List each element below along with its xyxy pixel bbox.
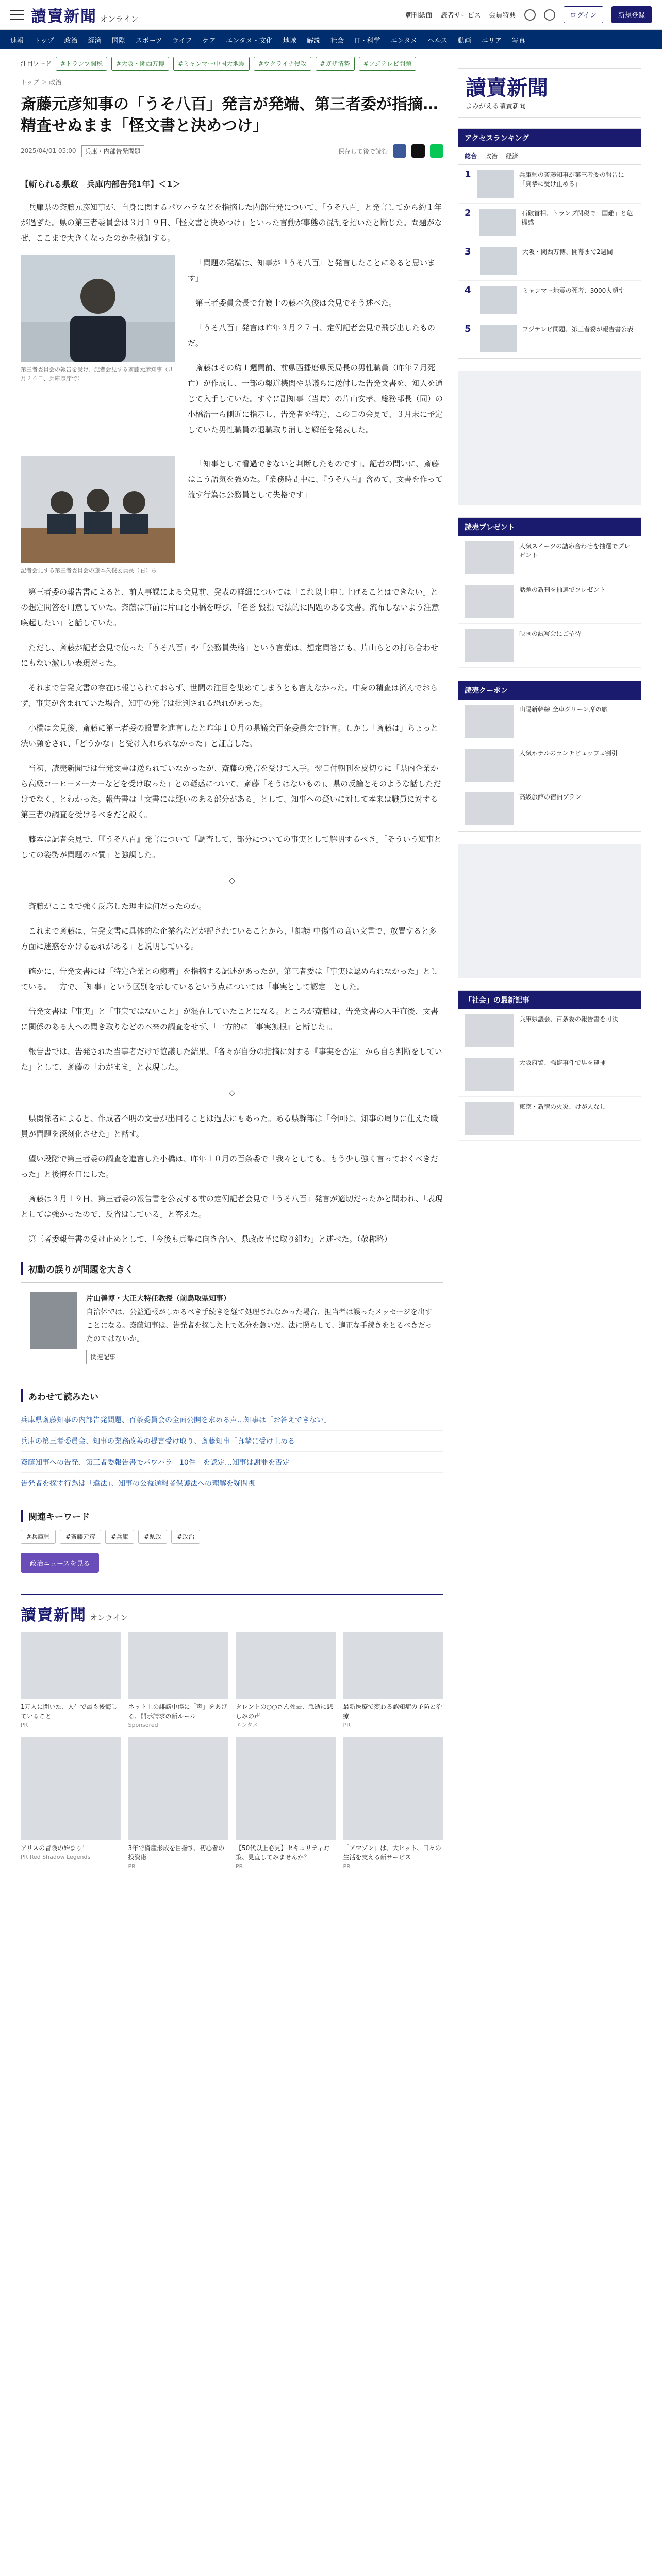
trending-chip[interactable]: #大阪・関西万博	[111, 57, 169, 71]
promo-source: PR	[21, 1722, 28, 1728]
social-heading: 「社会」の最新記事	[458, 991, 641, 1009]
keyword-chip[interactable]: #兵庫	[105, 1530, 134, 1544]
social-title: 兵庫県議会、百条委の報告書を可決	[519, 1015, 619, 1023]
coupon-box	[458, 681, 641, 832]
ranking-item[interactable]	[458, 165, 641, 204]
nav-item[interactable]: ケア	[202, 37, 216, 45]
nav-item[interactable]: 地域	[283, 37, 296, 45]
promo-section	[21, 1594, 443, 1871]
social-title: 大阪府警、強盗事件で男を逮捕	[519, 1059, 606, 1066]
expert-name: 片山善博・大正大特任教授（前鳥取県知事）	[86, 1295, 230, 1303]
promo-title: 3年で資産形成を目指す、初心者の投資術	[128, 1844, 225, 1861]
promo-card[interactable]	[21, 1737, 121, 1871]
promo-card[interactable]	[236, 1632, 336, 1730]
logo-sub: オンライン	[100, 14, 139, 24]
paragraph: 第三者委員会長で弁護士の藤本久俊は会見でそう述べた。	[195, 298, 397, 308]
expert-text: 自治体では、公益通報がしかるべき手続きを経て処理されなかった場合、担当者は誤ったメッセージを出すことになる。斎藤知事は、告発者を探した上で処分を急いだ。法に照らして、適正な手続きをとるべきだったのではないか。	[86, 1308, 433, 1343]
coupon-item[interactable]	[458, 700, 641, 743]
related-link[interactable]: 兵庫の第三者委員会、知事の業務改善の提言受け取り、斎藤知事「真摯に受け止める」	[21, 1431, 443, 1452]
nav-item[interactable]: エンタメ	[390, 37, 418, 45]
photo-caption: 記者会見する第三者委員会の藤本久俊委員長（右）ら	[21, 567, 157, 574]
social-title: 東京・新宿の火災、けが人なし	[519, 1103, 606, 1110]
site-logo[interactable]	[31, 4, 139, 26]
keyword-chip[interactable]: #斎藤元彦	[60, 1530, 101, 1544]
ranking-tab[interactable]: 経済	[506, 152, 519, 160]
promo-title: 1万人に聞いた、人生で最も後悔していること	[21, 1703, 118, 1720]
nav-item[interactable]: 解説	[306, 37, 320, 45]
promo-thumb	[128, 1737, 229, 1840]
keywords-heading: 関連キーワード	[21, 1510, 443, 1522]
promo-title: 最新医療で変わる認知症の予防と治療	[343, 1703, 442, 1720]
present-thumb	[465, 585, 514, 618]
topic-tag[interactable]: 兵庫・内部告発問題	[81, 145, 144, 157]
paragraph: 藤本は記者会見で、「『うそ八百』発言について「調査して、部分についての事実として解明するべき」「そういう知事としての姿勢が問題の本質」と強調した。	[21, 835, 442, 859]
promo-card[interactable]	[21, 1632, 121, 1730]
advertisement[interactable]	[458, 844, 641, 978]
nav-item[interactable]: 国際	[111, 37, 125, 45]
keyword-list	[21, 1530, 443, 1544]
paragraph: 確かに、告発文書には「特定企業との癒着」を指摘する記述があったが、第三者委は「事実は認められなかった」としている。一方で、「知事」という区別を示しているという点については「事実として認定」とした。	[21, 967, 438, 991]
ranking-item[interactable]	[458, 204, 641, 242]
rank-title: 兵庫県の斎藤知事が第三者委の報告に「真摯に受け止める」	[519, 171, 624, 188]
promo-source: PR Red Shadow Legends	[21, 1854, 91, 1860]
line-icon[interactable]	[430, 144, 443, 158]
paragraph: 小橋は会見後、斎藤に第三者委の設置を進言したと昨年１０月の県議会百条委員会で証言。しかし「斎藤は」ちょっと渋い顔をされ、「どうかな」と受け入れられなかった」と証言した。	[21, 723, 439, 748]
paragraph: 斎藤がここまで強く反応した理由は何だったのか。	[28, 902, 207, 911]
coupon-thumb	[465, 705, 514, 738]
ranking-item[interactable]	[458, 319, 641, 358]
promo-logo-text: 讀賣新聞	[21, 1606, 87, 1624]
coupon-item[interactable]	[458, 787, 641, 831]
rank-thumb	[479, 209, 516, 236]
paragraph: 県関係者によると、作成者不明の文書が出回ることは過去にもあった。ある県幹部は「今回は、知事の周りに仕えた職員が問題を深刻化させた」と話す。	[21, 1114, 438, 1139]
photo-image	[21, 456, 175, 563]
paragraph: ただし、斎藤が記者会見で使った「うそ八百」や「公務員失格」という言葉は、想定問答にも、片山らとの打ち合わせにもない激しい表現だった。	[21, 643, 439, 668]
present-item[interactable]	[458, 536, 641, 580]
section-divider: ◇	[229, 1088, 235, 1097]
promo-thumb	[236, 1632, 336, 1699]
header-links	[406, 6, 652, 23]
ranking-item[interactable]	[458, 242, 641, 281]
rank-thumb	[480, 247, 517, 275]
related-link[interactable]: 兵庫県斎藤知事の内部告発問題、百条委員会の全面公開を求める声…知事は「お答えできない」	[21, 1410, 443, 1431]
ranking-tab[interactable]: 政治	[485, 152, 498, 160]
nav-item[interactable]: 政治	[64, 37, 78, 45]
rank-thumb	[477, 170, 514, 198]
promo-card[interactable]	[236, 1737, 336, 1871]
related-article-button[interactable]: 関連記事	[86, 1350, 120, 1364]
nav-item[interactable]: トップ	[34, 37, 54, 45]
related-link[interactable]: 斎藤知事への告発、第三者委報告書でパワハラ「10件」を認定…知事は謝罪を否定	[21, 1452, 443, 1473]
present-title: 映画の試写会にご招待	[519, 630, 582, 637]
nav-item[interactable]: 写真	[511, 37, 525, 45]
article-body	[21, 177, 443, 1247]
promo-source: PR	[343, 1863, 351, 1870]
ranking-tab[interactable]: 総合	[465, 152, 477, 160]
keyword-chip[interactable]: #政治	[171, 1530, 200, 1544]
header-link[interactable]: 読者サービス	[440, 12, 481, 20]
sidebar	[458, 49, 641, 1871]
promo-title: アリスの冒険の始まり！	[21, 1844, 89, 1852]
rank-number: 5	[465, 324, 471, 334]
logo-text: 讀賣新聞	[31, 7, 97, 26]
paragraph: 望い段階で第三者委の調査を進言した小橋は、昨年１０月の百条委で「我々としても、もう少し強く言っておくべきだった」と後悔を口にした。	[21, 1154, 439, 1179]
present-title: 人気スイーツの詰め合わせを抽選でプレゼント	[519, 543, 630, 559]
present-box	[458, 517, 641, 668]
paragraph: 斎藤は３月１９日、第三者委の報告書を公表する前の定例記者会見で「うそ八百」発言が適切だったかと問われ、「表現としては強かったので、反省はしている」と答えた。	[21, 1194, 443, 1219]
facebook-icon[interactable]	[393, 144, 406, 158]
ranking-box	[458, 128, 641, 359]
promo-card[interactable]	[343, 1737, 444, 1871]
coupon-title: 高級旅館の宿泊プラン	[519, 793, 582, 801]
social-item[interactable]	[458, 1097, 641, 1141]
coupon-item[interactable]	[458, 743, 641, 787]
social-item[interactable]	[458, 1053, 641, 1097]
promo-thumb	[128, 1632, 229, 1699]
trending-chip[interactable]: #トランプ関税	[56, 57, 107, 71]
social-news-box	[458, 990, 641, 1141]
promo-source: Sponsored	[128, 1722, 158, 1728]
promo-card[interactable]	[128, 1632, 229, 1730]
trending-words	[21, 49, 443, 76]
promo-source: PR	[236, 1863, 243, 1870]
sidebar-banner[interactable]	[458, 68, 641, 118]
promo-logo-sub: オンライン	[90, 1613, 128, 1622]
article-photo[interactable]	[21, 456, 175, 575]
expert-commentary	[21, 1282, 443, 1374]
promo-card[interactable]	[343, 1632, 444, 1730]
social-thumb	[465, 1058, 514, 1091]
social-item[interactable]	[458, 1009, 641, 1053]
article-meta	[21, 144, 443, 164]
present-item[interactable]	[458, 624, 641, 668]
paragraph: 「問題の発端は、知事が『うそ八百』と発言したことにあると思います」	[188, 258, 436, 283]
article-intro: 兵庫県の斎藤元彦知事が、自身に関するパワハラなどを指摘した内部告発について、「うそ八百」と発言してから約１年が過ぎた。県の第三者委員会は３月１９日、「怪文書と決めつけ」といった言動が事態の混乱を招いたと断じた。問題がなぜ、ここまで大きくなったのかを検証する。	[21, 202, 442, 243]
rank-number: 1	[465, 169, 471, 180]
paragraph: 第三者委の報告書によると、前人事課による会見前、発表の詳細については「これ以上申し上げることはできない」との想定問答を用意していた。斎藤は事前に片山と小橋を呼び、「名誉 毀損 で法的に問題のある文書。流布しないよう注意喚起したい」と話していた。	[21, 587, 439, 628]
avatar	[30, 1292, 77, 1349]
promo-thumb	[236, 1737, 336, 1840]
trending-label: 注目ワード	[21, 60, 52, 67]
nav-item[interactable]: ヘルス	[427, 37, 448, 45]
ranking-item[interactable]	[458, 281, 641, 319]
promo-thumb	[343, 1632, 444, 1699]
trending-chip[interactable]: #ガザ情勢	[316, 57, 355, 71]
social-thumb	[465, 1014, 514, 1047]
rank-number: 2	[465, 208, 471, 218]
promo-title: 「アマゾン」は、大ヒット、日々の生活を支える新サービス	[343, 1844, 441, 1861]
trending-chip[interactable]: #ミャンマー中国大地震	[173, 57, 250, 71]
menu-icon[interactable]	[10, 10, 24, 20]
paragraph: 当初、読売新聞では告発文書は送られていなかったが、斎藤の発言を受けて入手。翌日付朝刊を皮切りに「県内企業から高級コーヒーメーカーなどを受け取った」との疑惑について、斎藤「そうはないもの」、県の反論とそのような話しただけでなく、とわかった。報告書は「文書には疑いのある部分がある」として、知事への疑いに対して本来は職員に対する第三者の調査を受けるべきだと説く。	[21, 764, 441, 819]
nav-item[interactable]: 速報	[10, 37, 24, 45]
promo-grid	[21, 1632, 443, 1871]
related-heading: あわせて読みたい	[21, 1389, 443, 1402]
section-divider: ◇	[229, 876, 235, 885]
article-photo[interactable]	[21, 255, 175, 447]
x-icon[interactable]	[411, 144, 425, 158]
global-nav	[0, 30, 662, 49]
paragraph: 斎藤はその約１週間前、前県西播磨県民局長の男性職員（昨年７月死亡）が作成し、一部の報道機関や県議らに送付した告発文書を、知人を通じて入手していた。すぐに副知事（当時）の片山安孝、総務部長（同）の小橋浩一ら側近に指示し、告発者を特定、この日の会見で、３月末に予定していた男性職員の退職取り消しと解任を発表した。	[188, 363, 443, 434]
advertisement[interactable]	[458, 371, 641, 505]
header-link[interactable]: 会員特典	[489, 12, 516, 20]
photo-caption: 第三者委員会の報告を受け、記者会見する斎藤元彦知事（３月２６日、兵庫県庁で）	[21, 366, 174, 382]
nav-item[interactable]: エンタメ・文化	[226, 37, 273, 45]
paragraph: 「うそ八百」発言は昨年３月２７日、定例記者会見で飛び出したものだ。	[188, 323, 436, 348]
nav-item[interactable]: ライフ	[172, 37, 192, 45]
coupon-thumb	[465, 792, 514, 825]
keyword-chip[interactable]: #県政	[138, 1530, 167, 1544]
coupon-thumb	[465, 749, 514, 782]
publish-date: 2025/04/01 05:00	[21, 147, 76, 155]
main-column	[21, 49, 443, 1871]
nav-item[interactable]: 経済	[88, 37, 102, 45]
related-list	[21, 1410, 443, 1494]
search-icon[interactable]	[524, 9, 536, 21]
coupon-heading: 読売クーポン	[458, 681, 641, 700]
promo-card[interactable]	[128, 1737, 229, 1871]
settings-icon[interactable]	[544, 9, 555, 21]
paragraph: 「知事として看過できないと判断したものです」。記者の問いに、斎藤はこう語気を強めた。「業務時間中に、『うそ八百』含めて、文書を作って流す行為は公務員として失格です」	[188, 459, 443, 499]
present-thumb	[465, 629, 514, 662]
paragraph: それまで告発文書の存在は報じられておらず、世間の注目を集めてしまうとも言えなかった。中身の精査は済んでおらず、事実が含まれていた場合、知事の発言は批判される恐れがあった。	[21, 683, 438, 708]
banner-logo: 讀賣新聞	[466, 76, 548, 100]
social-thumb	[465, 1102, 514, 1135]
login-button[interactable]: ログイン	[564, 6, 603, 23]
share-bar	[338, 144, 443, 158]
news-list-button[interactable]: 政治ニュースを見る	[21, 1553, 99, 1573]
series-label: 【斬られる県政 兵庫内部告発1年】＜1＞	[21, 179, 181, 189]
nav-item[interactable]: 社会	[330, 37, 344, 45]
promo-thumb	[21, 1632, 121, 1699]
site-header	[0, 0, 662, 30]
nav-item[interactable]: 動画	[457, 37, 471, 45]
promo-thumb	[21, 1737, 121, 1840]
promo-source: PR	[128, 1863, 136, 1870]
nav-item[interactable]: IT・科学	[354, 37, 380, 45]
ranking-tabs	[458, 147, 641, 165]
header-link[interactable]: 朝刊紙面	[405, 12, 433, 20]
present-item[interactable]	[458, 580, 641, 624]
related-link[interactable]: 告発者を探す行為は「違法」、知事の公益通報者保護法への理解を疑問視	[21, 1473, 443, 1494]
nav-item[interactable]: スポーツ	[135, 37, 162, 45]
promo-source: PR	[343, 1722, 351, 1728]
rank-number: 4	[465, 285, 471, 296]
rank-title: 石破首相、トランプ関税で「国難」と危機感	[521, 210, 633, 226]
promo-title: ネット上の誹謗中傷に「声」をあげる、開示請求の新ルール	[128, 1703, 227, 1720]
present-thumb	[465, 541, 514, 574]
paragraph: 告発文書は「事実」と「事実ではないこと」が混在していたことになる。ところが斎藤は、告発文書の入手直後、文書に関係のある人への聞き取りなどの本来の調査をせず、「一方的に『事実無根』と断じた」。	[21, 1007, 439, 1031]
keyword-chip[interactable]: #兵庫県	[21, 1530, 56, 1544]
promo-source: エンタメ	[236, 1722, 258, 1728]
rank-number: 3	[465, 246, 471, 257]
banner-text: よみがえる讀賣新聞	[466, 103, 526, 110]
present-heading: 読売プレゼント	[458, 518, 641, 536]
trending-chip[interactable]: #ウクライナ侵攻	[254, 57, 311, 71]
photo-image	[21, 255, 175, 362]
promo-logo	[21, 1602, 443, 1625]
save-later-link[interactable]: 保存して後で読む	[338, 147, 388, 155]
rank-thumb	[480, 325, 517, 352]
promo-thumb	[343, 1737, 444, 1840]
register-button[interactable]: 新規登録	[611, 6, 652, 23]
rank-title: フジテレビ問題、第三者委が報告書公表	[522, 326, 634, 333]
article-title: 斎藤元彦知事の「うそ八百」発言が発端、第三者委が指摘…精査せぬまま「怪文書と決めつけ」	[21, 95, 438, 135]
rank-title: 大阪・関西万博、開幕まで2週間	[522, 248, 613, 256]
nav-item[interactable]: エリア	[481, 37, 502, 45]
commentary-heading: 初動の誤りが問題を大きく	[21, 1262, 443, 1275]
paragraph: これまで斎藤は、告発文書に具体的な企業名などが記されていることから、「誹謗 中傷性の高い文書で、放置すると多方面に迷惑をかける恐れがある」と説明している。	[21, 926, 437, 951]
coupon-title: 人気ホテルのランチビュッフェ割引	[519, 750, 618, 757]
ranking-heading: アクセスランキング	[458, 129, 641, 147]
rank-thumb	[480, 286, 517, 314]
rank-title: ミャンマー地震の死者、3000人超す	[522, 287, 625, 294]
promo-title: タレントの○○さん死去、急逝に悲しみの声	[236, 1703, 333, 1720]
paragraph: 報告書では、告発された当事者だけで協議した結果、「各々が自分の指摘に対する『事実を否定』から自ら判断をしていた」として、斎藤の「わがまま」と表現した。	[21, 1047, 442, 1072]
breadcrumb[interactable]: トップ ＞ 政治	[21, 79, 62, 86]
paragraph: 第三者委報告書の受け止めとして、「今後も真摯に向き合い、県政改革に取り組む」と述べた。（敬称略）	[28, 1234, 392, 1244]
coupon-title: 山陽新幹線 全車グリーン席の旅	[519, 706, 608, 713]
trending-chip[interactable]: #フジテレビ問題	[359, 57, 416, 71]
promo-title: 【50代以上必見】セキュリティ対策、見直してみませんか？	[236, 1844, 330, 1861]
present-title: 話題の新刊を抽選でプレゼント	[519, 586, 606, 594]
